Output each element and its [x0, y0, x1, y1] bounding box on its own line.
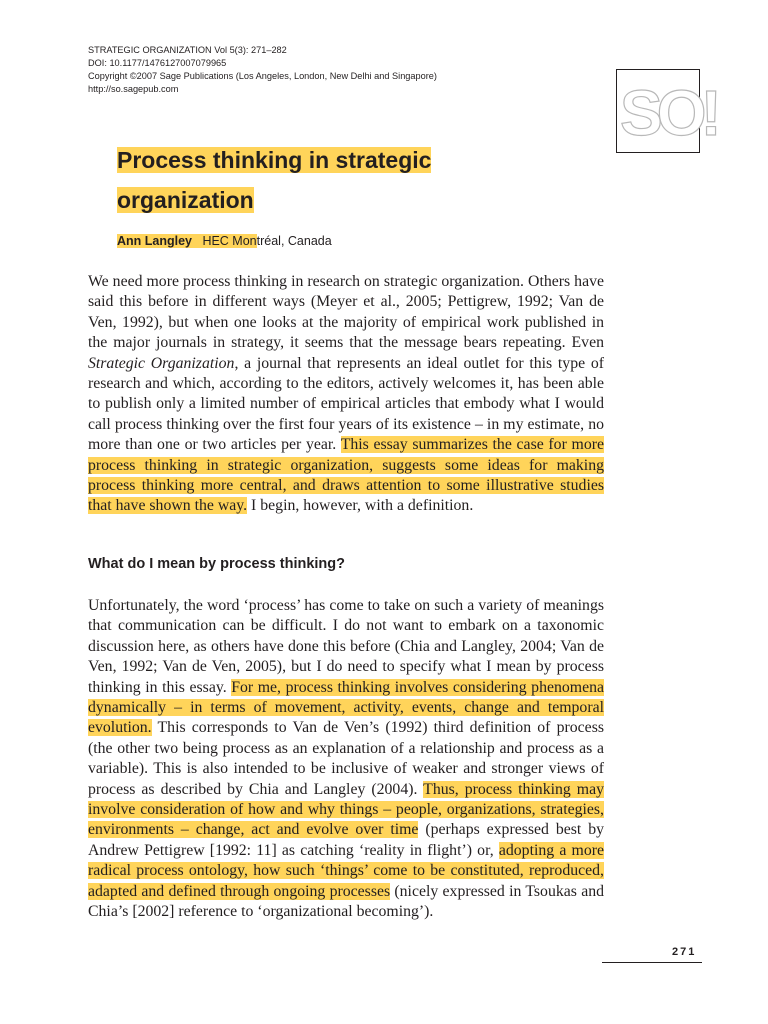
affiliation-highlighted: HEC Mon: [202, 234, 257, 248]
copyright: Copyright ©2007 Sage Publications (Los Angeles, London, New Delhi and Singapore): [88, 71, 437, 81]
affiliation-rest: tréal, Canada: [256, 234, 332, 248]
p2-text-3: (perhaps expressed best by Andrew Pettigrew [1992: 11] as catching ‘reality in flight’) or,: [88, 821, 605, 859]
p1-highlight: This essay summarizes the case for more process thinking in strategic organization, suggests some ideas for making process thinking more central, and draws attention to some illustrative studies that have shown the way.: [88, 436, 604, 515]
title-line-2: organization: [117, 187, 254, 213]
p2-highlight-2: Thus, process thinking may involve consideration of how and why things – people, organizations, strategies, environments – change, act and evolve over time: [88, 780, 604, 839]
p2-highlight-1: For me, process thinking involves considering phenomena dynamically – in terms of movement, activity, events, change and temporal evolution.: [88, 678, 604, 737]
journal-citation: STRATEGIC ORGANIZATION Vol 5(3): 271–282: [88, 45, 287, 55]
paragraph-intro: [88, 272, 604, 517]
article-title: [117, 140, 537, 220]
journal-url: http://so.sagepub.com: [88, 84, 179, 94]
author-line: [117, 232, 332, 250]
doi: DOI: 10.1177/1476127007079965: [88, 58, 227, 68]
page-number: 271: [672, 946, 697, 958]
p1-text-3: I begin, however, with a definition.: [247, 497, 474, 515]
paragraph-definition: [88, 596, 604, 923]
p1-text-2: , a journal that represents an ideal outlet for this type of research and which, according to the editors, actively welcomes it, has been able to publish only a limited number of empirical articles that embody what I would call process thinking over the first four years of its existence – in my estimate, no more than one or two articles per year.: [88, 354, 604, 454]
p2-highlight-3: adopting a more radical process ontology, how such ‘things’ come to be constituted, reproduced, adapted and defined through ongoing processes: [88, 841, 604, 900]
author-name: Ann Langley: [117, 234, 193, 248]
journal-header: [88, 44, 608, 96]
logo-text: SO!: [620, 77, 716, 149]
journal-logo: [616, 69, 716, 153]
p2-text-1: Unfortunately, the word ‘process’ has come to take on such a variety of meanings that communication can be difficult. I do not want to embark on a taxonomic discussion here, as others have done this before (Chia and Langley, 2004; Van de Ven, 1992; Van de Ven, 2005), but I do need to specify what I mean by process thinking in this essay.: [88, 597, 604, 696]
section-heading: What do I mean by process thinking?: [88, 556, 345, 572]
p1-journal-emphasis: Strategic Organization: [88, 354, 235, 372]
footer-rule: [602, 962, 702, 963]
p2-text-2: This corresponds to Van de Ven’s (1992) third definition of process (the other two being process as an explanation of a relationship and process as a variable). This is also intended to be inclusive of weaker and stronger views of process as described by Chia and Langley (2004).: [88, 719, 604, 798]
p2-text-4: (nicely expressed in Tsoukas and Chia’s [2002] reference to ‘organizational becoming’).: [88, 882, 604, 921]
title-line-1: Process thinking in strategic: [117, 147, 432, 173]
p1-text-1: We need more process thinking in research on strategic organization. Others have said this before in different ways (Meyer et al., 2005; Pettigrew, 1992; Van de Ven, 1992), but when one looks at the majority of empirical work published in the major journals in strategy, it seems that the message bears repeating. Even: [88, 273, 604, 352]
